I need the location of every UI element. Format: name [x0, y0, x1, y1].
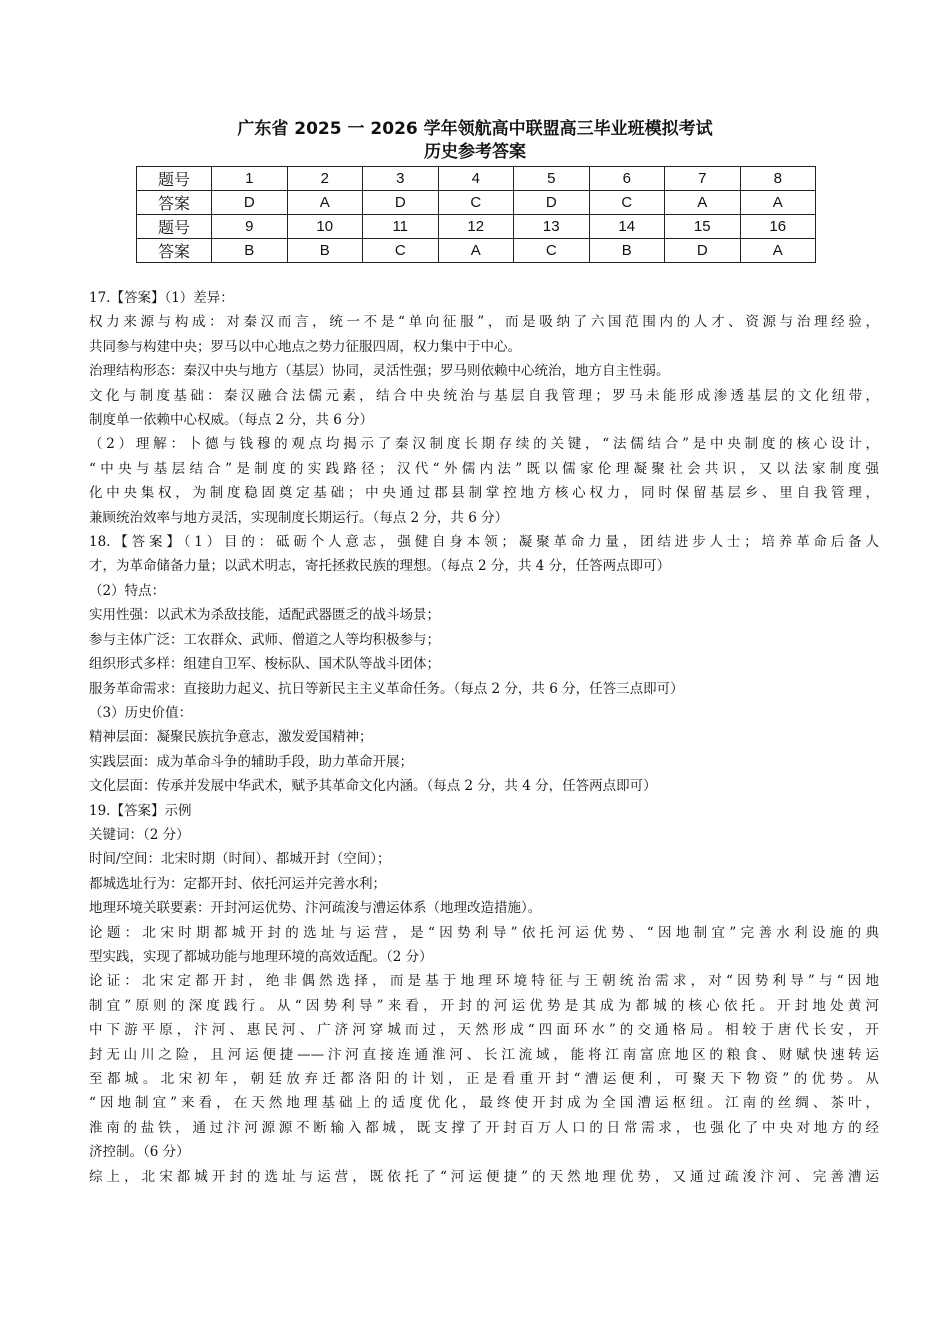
- answer-text-line: 中下游平原，汴河、惠民河、广济河穿城而过，天然形成“四面环水”的交通格局。相较于唐代长安，开: [89, 1022, 879, 1039]
- answer-cell: C: [514, 239, 590, 263]
- answer-cell: 5: [514, 167, 590, 191]
- answer-cell: A: [287, 191, 363, 215]
- answer-text-line: 封无山川之险，且河运便捷——汴河直接连通淮河、长江流域，能将江南富庶地区的粮食、财赋快速转运: [89, 1046, 879, 1063]
- answer-text-line: 淮南的盐铁，通过汴河源源不断输入都城，既支撑了开封百万人口的日常需求，也强化了中央对地方的经: [89, 1119, 879, 1136]
- answer-cell: D: [212, 191, 288, 215]
- answer-text-line: 地理环境关联要素：开封河运优势、汴河疏浚与漕运体系（地理改造措施）。: [89, 900, 542, 917]
- answer-cell: A: [740, 191, 816, 215]
- answer-text-line: 兼顾统治效率与地方灵活，实现制度长期运行。（每点 2 分，共 6 分）: [89, 509, 509, 526]
- answer-cell: D: [363, 191, 439, 215]
- answer-cell: 10: [287, 215, 363, 239]
- row-label: 答案: [137, 239, 212, 263]
- answer-text-line: （2）理解：卜德与钱穆的观点均揭示了秦汉制度长期存续的关键，“法儒结合”是中央制度的核心设计，: [89, 436, 879, 453]
- answer-text-line: （2）特点：: [89, 582, 166, 599]
- answer-text-line: 论题：北宋时期都城开封的选址与运营，是“因势利导”依托河运优势、“因地制宜”完善水利设施的典: [89, 924, 879, 941]
- answer-cell: C: [438, 191, 514, 215]
- answer-text-line: 时间/空间：北宋时期（时间）、都城开封（空间）；: [89, 851, 391, 868]
- answer-text-line: 制度单一依赖中心权威。（每点 2 分，共 6 分）: [89, 412, 374, 429]
- row-label: 题号: [137, 167, 212, 191]
- answer-table-row: [137, 191, 816, 215]
- answer-cell: 11: [363, 215, 439, 239]
- answer-text-line: 组织形式多样：组建自卫军、梭标队、国术队等战斗团体；: [89, 656, 440, 673]
- answer-cell: 16: [740, 215, 816, 239]
- answer-cell: 15: [665, 215, 741, 239]
- answer-cell: 12: [438, 215, 514, 239]
- answer-text-line: 服务革命需求：直接助力起义、抗日等新民主主义革命任务。（每点 2 分，共 6 分，任答三点即可）: [89, 680, 684, 697]
- answer-text-line: 文化层面：传承并发展中华武术，赋予其革命文化内涵。（每点 2 分，共 4 分，任答两点即可）: [89, 778, 657, 795]
- answer-cell: C: [589, 191, 665, 215]
- answer-cell: 9: [212, 215, 288, 239]
- answer-cell: B: [212, 239, 288, 263]
- answer-text-line: 权力来源与构成：对秦汉而言，统一不是“单向征服”，而是吸纳了六国范围内的人才、资源与治理经验，: [89, 314, 879, 331]
- answer-table-row: [137, 167, 816, 191]
- answer-cell: B: [589, 239, 665, 263]
- answer-table: [136, 166, 816, 263]
- answer-cell: A: [438, 239, 514, 263]
- answer-text-line: 18.【答案】（1）目的：砥砺个人意志，强健自身本领；凝聚革命力量，团结进步人士；培养革命后备人: [89, 534, 879, 551]
- answer-cell: C: [363, 239, 439, 263]
- answer-text-line: 实用性强：以武术为杀敌技能，适配武器匮乏的战斗场景；: [89, 607, 440, 624]
- answer-text-line: “中央与基层结合”是制度的实践路径；汉代“外儒内法”既以儒家伦理凝聚社会共识，又以法家制度强: [89, 460, 879, 477]
- answer-cell: B: [287, 239, 363, 263]
- answer-text-line: 17.【答案】（1）差异：: [89, 290, 234, 306]
- answer-cell: A: [665, 191, 741, 215]
- answer-text-line: 都城选址行为：定都开封、依托河运并完善水利；: [89, 875, 386, 892]
- answer-text-line: 治理结构形态：秦汉中央与地方（基层）协同，灵活性强；罗马则依赖中心统治，地方自主性弱。: [89, 363, 670, 380]
- answer-text-line: 济控制。（6 分）: [89, 1144, 190, 1161]
- answer-text-line: 制宜”原则的深度践行。从“因势利导”来看，开封的河运优势是其成为都城的核心依托。开封地处黄河: [89, 997, 879, 1014]
- answer-text-line: 综上，北宋都城开封的选址与运营，既依托了“河运便捷”的天然地理优势，又通过疏浚汴河、完善漕运: [89, 1168, 879, 1185]
- answer-table-row: [137, 215, 816, 239]
- answer-text-line: （3）历史价值：: [89, 704, 193, 721]
- answer-cell: D: [665, 239, 741, 263]
- answer-cell: 4: [438, 167, 514, 191]
- answer-cell: 8: [740, 167, 816, 191]
- answer-text-line: 型实践，实现了都城功能与地理环境的高效适配。（2 分）: [89, 948, 433, 965]
- answer-text-line: 实践层面：成为革命斗争的辅助手段，助力革命开展；: [89, 753, 413, 770]
- answer-text-line: 参与主体广泛：工农群众、武师、僧道之人等均积极参与；: [89, 631, 440, 648]
- answer-cell: D: [514, 191, 590, 215]
- answer-body: [89, 286, 879, 1189]
- answer-cell: A: [740, 239, 816, 263]
- answer-text-line: 19.【答案】示例: [89, 802, 192, 819]
- exam-subtitle: 历史参考答案: [424, 142, 526, 162]
- answer-text-line: 化中央集权，为制度稳固奠定基础；中央通过郡县制掌控地方核心权力，同时保留基层乡、里自我管理，: [89, 485, 879, 502]
- answer-table-row: [137, 239, 816, 263]
- exam-title: 广东省 2025 一 2026 学年领航高中联盟高三毕业班模拟考试: [237, 119, 713, 139]
- answer-text-line: 共同参与构建中央；罗马以中心地点之势力征服四周，权力集中于中心。: [89, 338, 521, 355]
- answer-text-line: 关键词：（2 分）: [89, 826, 190, 843]
- answer-cell: 14: [589, 215, 665, 239]
- answer-cell: 6: [589, 167, 665, 191]
- answer-text-line: 精神层面：凝聚民族抗争意志，激发爱国精神；: [89, 729, 373, 746]
- answer-cell: 3: [363, 167, 439, 191]
- answer-cell: 2: [287, 167, 363, 191]
- answer-text-line: 才，为革命储备力量；以武术明志，寄托拯救民族的理想。（每点 2 分，共 4 分，任答两点即可）: [89, 558, 671, 575]
- answer-cell: 13: [514, 215, 590, 239]
- answer-text-line: 至都城。北宋初年，朝廷放弃迁都洛阳的计划，正是看重开封“漕运便利，可聚天下物资”的优势。从: [89, 1071, 879, 1087]
- answer-cell: 1: [212, 167, 288, 191]
- row-label: 答案: [137, 191, 212, 215]
- answer-text-line: 论证：北宋定都开封，绝非偶然选择，而是基于地理环境特征与王朝统治需求，对“因势利导”与“因地: [89, 973, 879, 990]
- answer-cell: 7: [665, 167, 741, 191]
- row-label: 题号: [137, 215, 212, 239]
- answer-text-line: 文化与制度基础：秦汉融合法儒元素，结合中央统治与基层自我管理；罗马未能形成渗透基层的文化纽带，: [89, 387, 879, 404]
- answer-text-line: “因地制宜”来看，在天然地理基础上的适度优化，最终使开封成为全国漕运枢纽。江南的丝绸、茶叶，: [89, 1095, 879, 1112]
